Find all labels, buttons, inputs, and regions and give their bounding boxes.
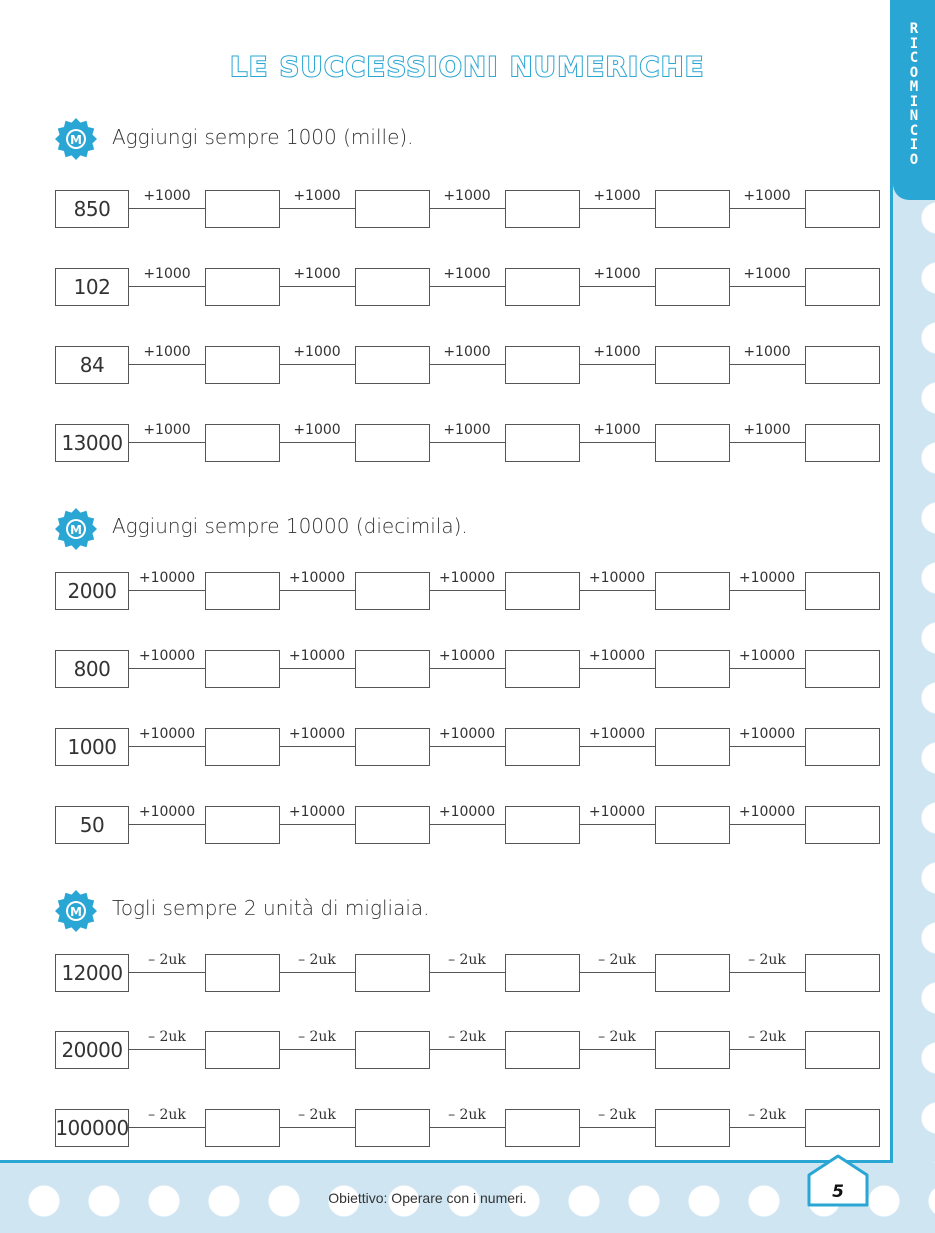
answer-box[interactable] bbox=[355, 572, 430, 610]
connector-line bbox=[279, 442, 355, 443]
answer-box[interactable] bbox=[205, 1031, 280, 1069]
start-number-box: 13000 bbox=[55, 424, 129, 462]
operation-label: +10000 bbox=[738, 648, 796, 664]
method-badge-icon bbox=[55, 890, 97, 932]
sequence-row bbox=[0, 1109, 935, 1149]
answer-box[interactable] bbox=[805, 728, 880, 766]
connector-line bbox=[579, 824, 655, 825]
answer-box[interactable] bbox=[805, 268, 880, 306]
sequence-row bbox=[0, 954, 935, 994]
operation-label: +1000 bbox=[293, 188, 341, 204]
operation-label: +1000 bbox=[143, 344, 191, 360]
operation-label: +1000 bbox=[143, 188, 191, 204]
answer-box[interactable] bbox=[805, 1031, 880, 1069]
operation-label: +1000 bbox=[443, 188, 491, 204]
sequence-row bbox=[0, 572, 935, 612]
answer-box[interactable] bbox=[505, 954, 580, 992]
operation-label: +1000 bbox=[443, 266, 491, 282]
sequence-row bbox=[0, 650, 935, 690]
connector-line bbox=[429, 442, 505, 443]
connector-line bbox=[279, 208, 355, 209]
connector-line bbox=[729, 364, 805, 365]
answer-box[interactable] bbox=[355, 424, 430, 462]
connector-line bbox=[129, 668, 205, 669]
operation-label: +1000 bbox=[143, 422, 191, 438]
answer-box[interactable] bbox=[505, 1109, 580, 1147]
operation-label: – 2uk bbox=[748, 1029, 786, 1045]
page-title: LE SUCCESSIONI NUMERICHE bbox=[230, 52, 705, 83]
answer-box[interactable] bbox=[805, 424, 880, 462]
start-number-box: 12000 bbox=[55, 954, 129, 992]
sequence-row bbox=[0, 1031, 935, 1071]
operation-label: +1000 bbox=[293, 266, 341, 282]
operation-label: +10000 bbox=[288, 804, 346, 820]
sequence-row bbox=[0, 190, 935, 230]
connector-line bbox=[729, 1127, 805, 1128]
answer-box[interactable] bbox=[805, 954, 880, 992]
page-number-house-icon bbox=[805, 1153, 871, 1209]
answer-box[interactable] bbox=[805, 346, 880, 384]
answer-box[interactable] bbox=[205, 954, 280, 992]
answer-box[interactable] bbox=[655, 424, 730, 462]
answer-box[interactable] bbox=[205, 190, 280, 228]
answer-box[interactable] bbox=[505, 424, 580, 462]
answer-box[interactable] bbox=[205, 424, 280, 462]
operation-label: – 2uk bbox=[598, 1029, 636, 1045]
start-number-box: 50 bbox=[55, 806, 129, 844]
operation-label: +10000 bbox=[138, 648, 196, 664]
connector-line bbox=[579, 286, 655, 287]
sequence-row bbox=[0, 806, 935, 846]
connector-line bbox=[579, 364, 655, 365]
operation-label: – 2uk bbox=[298, 1107, 336, 1123]
operation-label: +1000 bbox=[743, 266, 791, 282]
answer-box[interactable] bbox=[355, 806, 430, 844]
operation-label: +1000 bbox=[593, 188, 641, 204]
answer-box[interactable] bbox=[655, 190, 730, 228]
operation-label: +10000 bbox=[438, 570, 496, 586]
section-instruction: Togli sempre 2 unità di migliaia. bbox=[112, 896, 430, 920]
connector-line bbox=[279, 824, 355, 825]
connector-line bbox=[129, 442, 205, 443]
sequence-row bbox=[0, 268, 935, 308]
operation-label: – 2uk bbox=[598, 952, 636, 968]
connector-line bbox=[429, 746, 505, 747]
connector-line bbox=[729, 208, 805, 209]
answer-box[interactable] bbox=[505, 268, 580, 306]
operation-label: – 2uk bbox=[298, 952, 336, 968]
connector-line bbox=[579, 442, 655, 443]
connector-line bbox=[129, 286, 205, 287]
connector-line bbox=[579, 746, 655, 747]
operation-label: +1000 bbox=[143, 266, 191, 282]
operation-label: +1000 bbox=[293, 422, 341, 438]
operation-label: +1000 bbox=[593, 344, 641, 360]
connector-line bbox=[129, 364, 205, 365]
operation-label: +10000 bbox=[138, 726, 196, 742]
start-number-box: 850 bbox=[55, 190, 129, 228]
operation-label: – 2uk bbox=[598, 1107, 636, 1123]
answer-box[interactable] bbox=[205, 806, 280, 844]
answer-box[interactable] bbox=[505, 190, 580, 228]
badge-letter: M bbox=[70, 133, 82, 147]
section-instruction: Aggiungi sempre 1000 (mille). bbox=[112, 125, 414, 149]
operation-label: +10000 bbox=[288, 726, 346, 742]
operation-label: +1000 bbox=[443, 344, 491, 360]
connector-line bbox=[129, 1127, 205, 1128]
operation-label: +10000 bbox=[288, 648, 346, 664]
operation-label: +10000 bbox=[438, 648, 496, 664]
answer-box[interactable] bbox=[805, 650, 880, 688]
answer-box[interactable] bbox=[355, 1031, 430, 1069]
start-number-box: 20000 bbox=[55, 1031, 129, 1069]
connector-line bbox=[429, 286, 505, 287]
operation-label: +10000 bbox=[738, 726, 796, 742]
badge-letter: M bbox=[70, 905, 82, 919]
connector-line bbox=[129, 590, 205, 591]
operation-label: +10000 bbox=[438, 726, 496, 742]
answer-box[interactable] bbox=[505, 346, 580, 384]
connector-line bbox=[279, 1127, 355, 1128]
answer-box[interactable] bbox=[355, 346, 430, 384]
operation-label: +1000 bbox=[743, 188, 791, 204]
connector-line bbox=[429, 208, 505, 209]
side-tab-label: RICOMINCIO bbox=[909, 21, 919, 168]
footer-objective: Obiettivo: Operare con i numeri. bbox=[328, 1190, 527, 1206]
connector-line bbox=[429, 668, 505, 669]
answer-box[interactable] bbox=[655, 572, 730, 610]
connector-line bbox=[729, 442, 805, 443]
connector-line bbox=[429, 972, 505, 973]
start-number-box: 1000 bbox=[55, 728, 129, 766]
answer-box[interactable] bbox=[505, 806, 580, 844]
badge-letter: M bbox=[70, 523, 82, 537]
start-number-box: 2000 bbox=[55, 572, 129, 610]
operation-label: +10000 bbox=[588, 648, 646, 664]
section-instruction: Aggiungi sempre 10000 (diecimila). bbox=[112, 514, 468, 538]
operation-label: +10000 bbox=[288, 570, 346, 586]
operation-label: +10000 bbox=[138, 804, 196, 820]
operation-label: +1000 bbox=[743, 344, 791, 360]
page-number: 5 bbox=[832, 1182, 844, 1202]
start-number-box: 84 bbox=[55, 346, 129, 384]
method-badge-icon bbox=[55, 508, 97, 550]
connector-line bbox=[429, 1127, 505, 1128]
answer-box[interactable] bbox=[205, 346, 280, 384]
connector-line bbox=[579, 972, 655, 973]
answer-box[interactable] bbox=[205, 268, 280, 306]
connector-line bbox=[279, 364, 355, 365]
start-number-box: 100000 bbox=[55, 1109, 129, 1147]
answer-box[interactable] bbox=[655, 650, 730, 688]
operation-label: +10000 bbox=[738, 804, 796, 820]
connector-line bbox=[279, 668, 355, 669]
answer-box[interactable] bbox=[505, 650, 580, 688]
connector-line bbox=[279, 972, 355, 973]
connector-line bbox=[279, 746, 355, 747]
answer-box[interactable] bbox=[655, 806, 730, 844]
connector-line bbox=[129, 208, 205, 209]
answer-box[interactable] bbox=[505, 728, 580, 766]
answer-box[interactable] bbox=[805, 1109, 880, 1147]
connector-line bbox=[129, 972, 205, 973]
connector-line bbox=[579, 1049, 655, 1050]
answer-box[interactable] bbox=[805, 190, 880, 228]
answer-box[interactable] bbox=[655, 728, 730, 766]
answer-box[interactable] bbox=[205, 1109, 280, 1147]
sequence-row bbox=[0, 424, 935, 464]
connector-line bbox=[279, 590, 355, 591]
operation-label: +1000 bbox=[593, 422, 641, 438]
operation-label: – 2uk bbox=[748, 1107, 786, 1123]
connector-line bbox=[129, 746, 205, 747]
answer-box[interactable] bbox=[205, 572, 280, 610]
answer-box[interactable] bbox=[355, 650, 430, 688]
answer-box[interactable] bbox=[655, 346, 730, 384]
connector-line bbox=[729, 590, 805, 591]
sequence-row bbox=[0, 346, 935, 386]
connector-line bbox=[729, 746, 805, 747]
connector-line bbox=[429, 1049, 505, 1050]
answer-box[interactable] bbox=[655, 1031, 730, 1069]
operation-label: +10000 bbox=[588, 570, 646, 586]
operation-label: – 2uk bbox=[448, 1107, 486, 1123]
connector-line bbox=[279, 286, 355, 287]
start-number-box: 800 bbox=[55, 650, 129, 688]
answer-box[interactable] bbox=[655, 954, 730, 992]
answer-box[interactable] bbox=[355, 954, 430, 992]
answer-box[interactable] bbox=[805, 572, 880, 610]
connector-line bbox=[729, 824, 805, 825]
answer-box[interactable] bbox=[505, 1031, 580, 1069]
answer-box[interactable] bbox=[355, 268, 430, 306]
answer-box[interactable] bbox=[355, 190, 430, 228]
operation-label: +10000 bbox=[738, 570, 796, 586]
method-badge-icon bbox=[55, 118, 97, 160]
answer-box[interactable] bbox=[205, 728, 280, 766]
connector-line bbox=[279, 1049, 355, 1050]
answer-box[interactable] bbox=[655, 1109, 730, 1147]
answer-box[interactable] bbox=[505, 572, 580, 610]
connector-line bbox=[579, 668, 655, 669]
answer-box[interactable] bbox=[355, 1109, 430, 1147]
operation-label: +1000 bbox=[593, 266, 641, 282]
connector-line bbox=[729, 286, 805, 287]
connector-line bbox=[429, 590, 505, 591]
operation-label: +1000 bbox=[443, 422, 491, 438]
operation-label: – 2uk bbox=[148, 1107, 186, 1123]
connector-line bbox=[429, 824, 505, 825]
connector-line bbox=[729, 972, 805, 973]
operation-label: +10000 bbox=[138, 570, 196, 586]
operation-label: – 2uk bbox=[748, 952, 786, 968]
connector-line bbox=[579, 590, 655, 591]
operation-label: +10000 bbox=[438, 804, 496, 820]
answer-box[interactable] bbox=[805, 806, 880, 844]
operation-label: +10000 bbox=[588, 804, 646, 820]
operation-label: – 2uk bbox=[148, 952, 186, 968]
operation-label: – 2uk bbox=[448, 952, 486, 968]
sequence-row bbox=[0, 728, 935, 768]
answer-box[interactable] bbox=[655, 268, 730, 306]
answer-box[interactable] bbox=[205, 650, 280, 688]
connector-line bbox=[579, 208, 655, 209]
operation-label: – 2uk bbox=[448, 1029, 486, 1045]
connector-line bbox=[729, 1049, 805, 1050]
connector-line bbox=[129, 824, 205, 825]
operation-label: +1000 bbox=[293, 344, 341, 360]
operation-label: – 2uk bbox=[298, 1029, 336, 1045]
connector-line bbox=[129, 1049, 205, 1050]
connector-line bbox=[429, 364, 505, 365]
operation-label: – 2uk bbox=[148, 1029, 186, 1045]
connector-line bbox=[579, 1127, 655, 1128]
start-number-box: 102 bbox=[55, 268, 129, 306]
operation-label: +10000 bbox=[588, 726, 646, 742]
operation-label: +1000 bbox=[743, 422, 791, 438]
connector-line bbox=[729, 668, 805, 669]
answer-box[interactable] bbox=[355, 728, 430, 766]
